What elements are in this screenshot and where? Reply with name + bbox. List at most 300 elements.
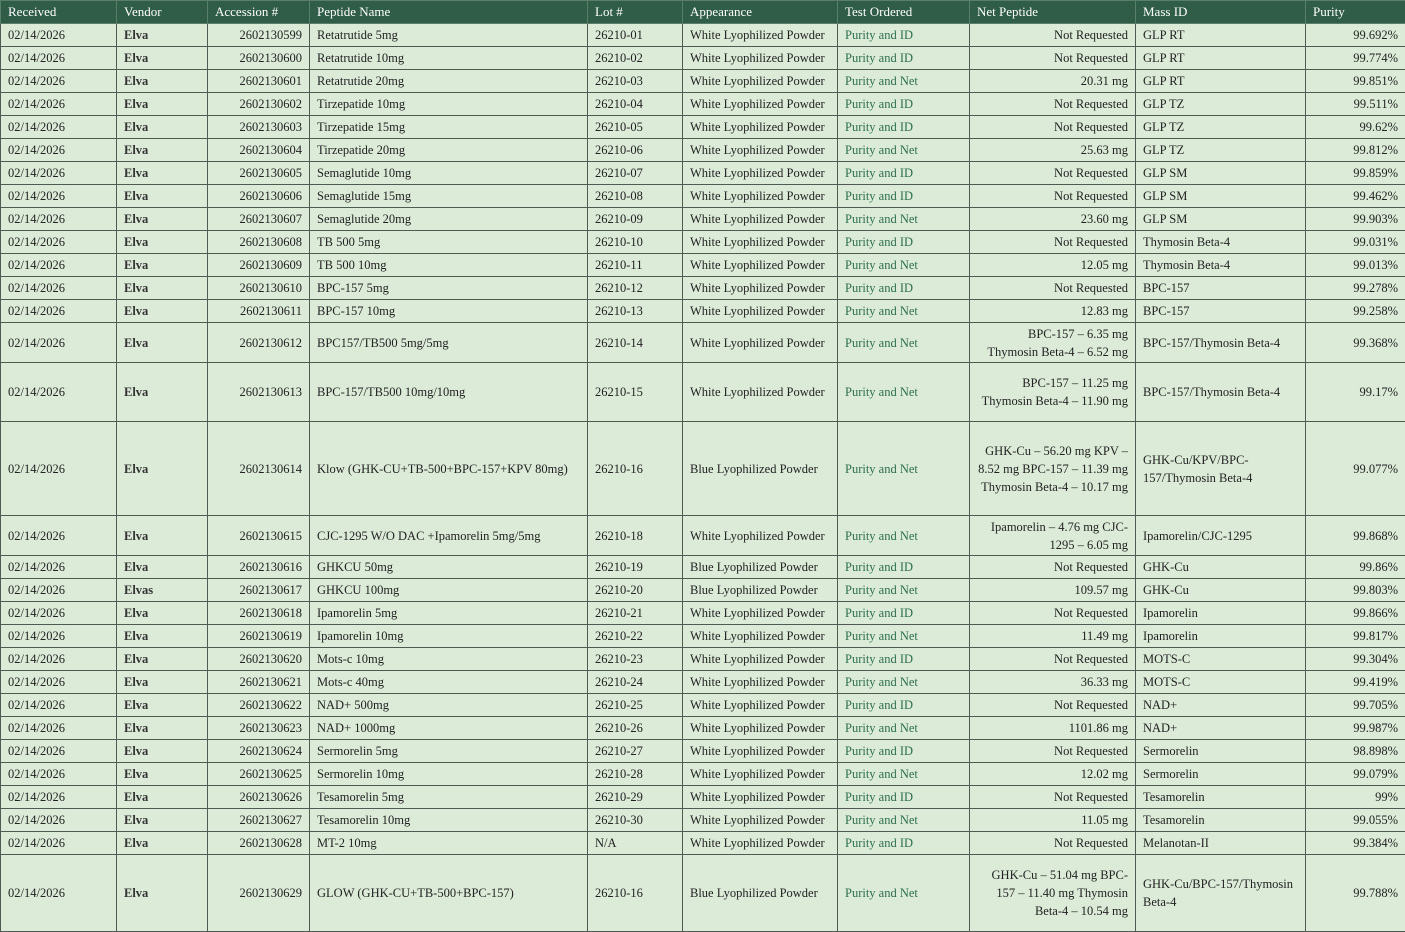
- cell-vendor: Elva: [117, 625, 208, 648]
- cell-peptide-name: BPC-157 10mg: [310, 300, 588, 323]
- table-row[interactable]: [1, 422, 1405, 516]
- cell-lot: 26210-02: [588, 47, 683, 70]
- col-header-test-ordered[interactable]: Test Ordered: [838, 1, 970, 24]
- cell-appearance: White Lyophilized Powder: [683, 717, 838, 740]
- cell-vendor: Elva: [117, 740, 208, 763]
- cell-received: 02/14/2026: [1, 422, 117, 516]
- cell-mass-id: Sermorelin: [1136, 740, 1306, 763]
- col-header-net-peptide[interactable]: Net Peptide: [970, 1, 1136, 24]
- cell-accession: 2602130615: [208, 516, 310, 556]
- cell-net-peptide: Not Requested: [970, 185, 1136, 208]
- table-row[interactable]: [1, 694, 1405, 717]
- cell-vendor: Elva: [117, 809, 208, 832]
- table-row[interactable]: [1, 671, 1405, 694]
- cell-received: 02/14/2026: [1, 786, 117, 809]
- cell-net-peptide: Not Requested: [970, 602, 1136, 625]
- cell-test-ordered: Purity and Net: [838, 809, 970, 832]
- cell-appearance: White Lyophilized Powder: [683, 300, 838, 323]
- cell-peptide-name: Tirzepatide 20mg: [310, 139, 588, 162]
- cell-accession: 2602130604: [208, 139, 310, 162]
- cell-received: 02/14/2026: [1, 185, 117, 208]
- cell-lot: N/A: [588, 832, 683, 855]
- table-row[interactable]: [1, 602, 1405, 625]
- cell-accession: 2602130606: [208, 185, 310, 208]
- cell-vendor: Elva: [117, 93, 208, 116]
- cell-test-ordered: Purity and Net: [838, 323, 970, 363]
- cell-vendor: Elva: [117, 763, 208, 786]
- cell-peptide-name: Ipamorelin 5mg: [310, 602, 588, 625]
- cell-peptide-name: BPC-157 5mg: [310, 277, 588, 300]
- cell-accession: 2602130617: [208, 579, 310, 602]
- cell-mass-id: MOTS-C: [1136, 648, 1306, 671]
- cell-received: 02/14/2026: [1, 323, 117, 363]
- cell-purity: 99.86%: [1306, 556, 1405, 579]
- cell-lot: 26210-23: [588, 648, 683, 671]
- cell-test-ordered: Purity and Net: [838, 363, 970, 422]
- cell-received: 02/14/2026: [1, 556, 117, 579]
- cell-peptide-name: BPC157/TB500 5mg/5mg: [310, 323, 588, 363]
- cell-appearance: White Lyophilized Powder: [683, 648, 838, 671]
- cell-test-ordered: Purity and Net: [838, 763, 970, 786]
- cell-purity: 99.866%: [1306, 602, 1405, 625]
- cell-accession: 2602130609: [208, 254, 310, 277]
- cell-accession: 2602130623: [208, 717, 310, 740]
- table-row[interactable]: [1, 185, 1405, 208]
- cell-peptide-name: TB 500 5mg: [310, 231, 588, 254]
- cell-net-peptide: Not Requested: [970, 162, 1136, 185]
- cell-purity: 99.368%: [1306, 323, 1405, 363]
- cell-received: 02/14/2026: [1, 47, 117, 70]
- cell-lot: 26210-20: [588, 579, 683, 602]
- cell-vendor: Elva: [117, 116, 208, 139]
- cell-net-peptide: 11.49 mg: [970, 625, 1136, 648]
- cell-mass-id: GHK-Cu: [1136, 556, 1306, 579]
- table-row[interactable]: [1, 300, 1405, 323]
- cell-test-ordered: Purity and Net: [838, 300, 970, 323]
- cell-mass-id: Thymosin Beta-4: [1136, 231, 1306, 254]
- cell-appearance: White Lyophilized Powder: [683, 47, 838, 70]
- cell-test-ordered: Purity and ID: [838, 602, 970, 625]
- cell-appearance: White Lyophilized Powder: [683, 786, 838, 809]
- cell-peptide-name: Sermorelin 5mg: [310, 740, 588, 763]
- cell-appearance: White Lyophilized Powder: [683, 516, 838, 556]
- cell-test-ordered: Purity and ID: [838, 648, 970, 671]
- cell-lot: 26210-29: [588, 786, 683, 809]
- cell-vendor: Elva: [117, 694, 208, 717]
- cell-mass-id: GLP RT: [1136, 47, 1306, 70]
- table-row[interactable]: [1, 277, 1405, 300]
- cell-vendor: Elva: [117, 277, 208, 300]
- cell-mass-id: GLP RT: [1136, 70, 1306, 93]
- cell-mass-id: GLP SM: [1136, 208, 1306, 231]
- cell-peptide-name: Retatrutide 5mg: [310, 24, 588, 47]
- cell-peptide-name: Mots-c 40mg: [310, 671, 588, 694]
- cell-accession: 2602130612: [208, 323, 310, 363]
- table-row[interactable]: [1, 648, 1405, 671]
- cell-received: 02/14/2026: [1, 139, 117, 162]
- cell-test-ordered: Purity and ID: [838, 162, 970, 185]
- cell-appearance: White Lyophilized Powder: [683, 671, 838, 694]
- table-row[interactable]: [1, 116, 1405, 139]
- cell-peptide-name: GHKCU 100mg: [310, 579, 588, 602]
- cell-mass-id: GHK-Cu/BPC-157/Thymosin Beta-4: [1136, 855, 1306, 932]
- cell-accession: 2602130599: [208, 24, 310, 47]
- cell-purity: 99.384%: [1306, 832, 1405, 855]
- cell-vendor: Elva: [117, 786, 208, 809]
- cell-purity: 99%: [1306, 786, 1405, 809]
- cell-purity: 99.788%: [1306, 855, 1405, 932]
- cell-appearance: White Lyophilized Powder: [683, 162, 838, 185]
- cell-appearance: White Lyophilized Powder: [683, 363, 838, 422]
- cell-appearance: White Lyophilized Powder: [683, 323, 838, 363]
- table-row[interactable]: [1, 93, 1405, 116]
- cell-lot: 26210-12: [588, 277, 683, 300]
- table-row[interactable]: [1, 47, 1405, 70]
- cell-mass-id: BPC-157/Thymosin Beta-4: [1136, 363, 1306, 422]
- cell-mass-id: Sermorelin: [1136, 763, 1306, 786]
- cell-mass-id: NAD+: [1136, 694, 1306, 717]
- cell-mass-id: Melanotan-II: [1136, 832, 1306, 855]
- cell-vendor: Elva: [117, 717, 208, 740]
- cell-vendor: Elva: [117, 24, 208, 47]
- cell-purity: 99.278%: [1306, 277, 1405, 300]
- cell-appearance: White Lyophilized Powder: [683, 139, 838, 162]
- cell-net-peptide: Not Requested: [970, 694, 1136, 717]
- table-row[interactable]: [1, 832, 1405, 855]
- cell-mass-id: BPC-157: [1136, 300, 1306, 323]
- cell-lot: 26210-04: [588, 93, 683, 116]
- cell-net-peptide: Not Requested: [970, 93, 1136, 116]
- cell-net-peptide: Not Requested: [970, 786, 1136, 809]
- cell-purity: 99.258%: [1306, 300, 1405, 323]
- col-header-vendor[interactable]: Vendor: [117, 1, 208, 24]
- cell-accession: 2602130625: [208, 763, 310, 786]
- cell-accession: 2602130627: [208, 809, 310, 832]
- table-row[interactable]: [1, 208, 1405, 231]
- cell-accession: 2602130626: [208, 786, 310, 809]
- cell-appearance: White Lyophilized Powder: [683, 694, 838, 717]
- cell-purity: 99.17%: [1306, 363, 1405, 422]
- cell-received: 02/14/2026: [1, 93, 117, 116]
- col-header-lot[interactable]: Lot #: [588, 1, 683, 24]
- cell-test-ordered: Purity and ID: [838, 277, 970, 300]
- cell-accession: 2602130608: [208, 231, 310, 254]
- cell-test-ordered: Purity and ID: [838, 93, 970, 116]
- col-header-accession[interactable]: Accession #: [208, 1, 310, 24]
- cell-accession: 2602130611: [208, 300, 310, 323]
- cell-accession: 2602130620: [208, 648, 310, 671]
- cell-accession: 2602130600: [208, 47, 310, 70]
- cell-lot: 26210-14: [588, 323, 683, 363]
- cell-test-ordered: Purity and Net: [838, 625, 970, 648]
- cell-test-ordered: Purity and Net: [838, 579, 970, 602]
- table-row[interactable]: [1, 809, 1405, 832]
- cell-purity: 99.462%: [1306, 185, 1405, 208]
- cell-net-peptide: 36.33 mg: [970, 671, 1136, 694]
- cell-test-ordered: Purity and ID: [838, 116, 970, 139]
- table-row[interactable]: [1, 162, 1405, 185]
- cell-appearance: Blue Lyophilized Powder: [683, 579, 838, 602]
- cell-mass-id: BPC-157/Thymosin Beta-4: [1136, 323, 1306, 363]
- cell-accession: 2602130614: [208, 422, 310, 516]
- cell-net-peptide: Not Requested: [970, 47, 1136, 70]
- cell-lot: 26210-05: [588, 116, 683, 139]
- cell-received: 02/14/2026: [1, 277, 117, 300]
- cell-net-peptide: BPC-157 – 11.25 mg Thymosin Beta-4 – 11.90 mg: [970, 363, 1136, 422]
- cell-lot: 26210-01: [588, 24, 683, 47]
- table-row[interactable]: [1, 323, 1405, 363]
- cell-lot: 26210-22: [588, 625, 683, 648]
- cell-vendor: Elva: [117, 185, 208, 208]
- table-row[interactable]: [1, 579, 1405, 602]
- cell-lot: 26210-21: [588, 602, 683, 625]
- col-header-appearance[interactable]: Appearance: [683, 1, 838, 24]
- table-row[interactable]: [1, 254, 1405, 277]
- table-row[interactable]: [1, 139, 1405, 162]
- cell-appearance: Blue Lyophilized Powder: [683, 855, 838, 932]
- cell-net-peptide: GHK-Cu – 51.04 mg BPC-157 – 11.40 mg Thymosin Beta-4 – 10.54 mg: [970, 855, 1136, 932]
- cell-mass-id: Tesamorelin: [1136, 809, 1306, 832]
- table-row[interactable]: [1, 556, 1405, 579]
- cell-net-peptide: 12.83 mg: [970, 300, 1136, 323]
- cell-purity: 99.511%: [1306, 93, 1405, 116]
- cell-mass-id: GLP TZ: [1136, 116, 1306, 139]
- cell-accession: 2602130619: [208, 625, 310, 648]
- cell-peptide-name: Tirzepatide 15mg: [310, 116, 588, 139]
- cell-vendor: Elva: [117, 139, 208, 162]
- cell-net-peptide: Not Requested: [970, 277, 1136, 300]
- cell-mass-id: Ipamorelin/CJC-1295: [1136, 516, 1306, 556]
- cell-lot: 26210-15: [588, 363, 683, 422]
- cell-appearance: White Lyophilized Powder: [683, 277, 838, 300]
- cell-net-peptide: Not Requested: [970, 740, 1136, 763]
- cell-test-ordered: Purity and ID: [838, 185, 970, 208]
- table-row[interactable]: [1, 786, 1405, 809]
- cell-test-ordered: Purity and Net: [838, 208, 970, 231]
- cell-accession: 2602130628: [208, 832, 310, 855]
- cell-vendor: Elva: [117, 602, 208, 625]
- cell-accession: 2602130616: [208, 556, 310, 579]
- cell-peptide-name: BPC-157/TB500 10mg/10mg: [310, 363, 588, 422]
- cell-appearance: Blue Lyophilized Powder: [683, 556, 838, 579]
- cell-vendor: Elva: [117, 363, 208, 422]
- cell-net-peptide: GHK-Cu – 56.20 mg KPV – 8.52 mg BPC-157 – 11.39 mg Thymosin Beta-4 – 10.17 mg: [970, 422, 1136, 516]
- cell-net-peptide: Not Requested: [970, 231, 1136, 254]
- col-header-peptide-name[interactable]: Peptide Name: [310, 1, 588, 24]
- cell-received: 02/14/2026: [1, 254, 117, 277]
- cell-lot: 26210-11: [588, 254, 683, 277]
- cell-appearance: White Lyophilized Powder: [683, 93, 838, 116]
- cell-net-peptide: Not Requested: [970, 116, 1136, 139]
- cell-purity: 98.898%: [1306, 740, 1405, 763]
- cell-lot: 26210-24: [588, 671, 683, 694]
- cell-lot: 26210-25: [588, 694, 683, 717]
- cell-appearance: White Lyophilized Powder: [683, 231, 838, 254]
- cell-mass-id: GHK-Cu: [1136, 579, 1306, 602]
- cell-received: 02/14/2026: [1, 648, 117, 671]
- cell-peptide-name: NAD+ 500mg: [310, 694, 588, 717]
- cell-purity: 99.705%: [1306, 694, 1405, 717]
- cell-test-ordered: Purity and Net: [838, 516, 970, 556]
- cell-appearance: White Lyophilized Powder: [683, 70, 838, 93]
- cell-accession: 2602130618: [208, 602, 310, 625]
- cell-net-peptide: Not Requested: [970, 556, 1136, 579]
- cell-peptide-name: Semaglutide 15mg: [310, 185, 588, 208]
- cell-received: 02/14/2026: [1, 162, 117, 185]
- cell-received: 02/14/2026: [1, 671, 117, 694]
- cell-net-peptide: Not Requested: [970, 24, 1136, 47]
- cell-purity: 99.987%: [1306, 717, 1405, 740]
- cell-lot: 26210-07: [588, 162, 683, 185]
- table-row[interactable]: [1, 717, 1405, 740]
- cell-accession: 2602130607: [208, 208, 310, 231]
- cell-purity: 99.851%: [1306, 70, 1405, 93]
- cell-test-ordered: Purity and Net: [838, 254, 970, 277]
- cell-lot: 26210-13: [588, 300, 683, 323]
- cell-received: 02/14/2026: [1, 579, 117, 602]
- cell-purity: 99.803%: [1306, 579, 1405, 602]
- cell-appearance: White Lyophilized Powder: [683, 832, 838, 855]
- cell-test-ordered: Purity and Net: [838, 422, 970, 516]
- cell-peptide-name: Retatrutide 20mg: [310, 70, 588, 93]
- cell-peptide-name: GLOW (GHK-CU+TB-500+BPC-157): [310, 855, 588, 932]
- cell-net-peptide: 20.31 mg: [970, 70, 1136, 93]
- cell-purity: 99.817%: [1306, 625, 1405, 648]
- cell-net-peptide: BPC-157 – 6.35 mg Thymosin Beta-4 – 6.52 mg: [970, 323, 1136, 363]
- cell-received: 02/14/2026: [1, 809, 117, 832]
- cell-test-ordered: Purity and ID: [838, 47, 970, 70]
- cell-mass-id: GHK-Cu/KPV/BPC-157/Thymosin Beta-4: [1136, 422, 1306, 516]
- cell-vendor: Elva: [117, 855, 208, 932]
- cell-received: 02/14/2026: [1, 516, 117, 556]
- cell-purity: 99.079%: [1306, 763, 1405, 786]
- cell-peptide-name: Klow (GHK-CU+TB-500+BPC-157+KPV 80mg): [310, 422, 588, 516]
- cell-received: 02/14/2026: [1, 24, 117, 47]
- cell-net-peptide: 11.05 mg: [970, 809, 1136, 832]
- cell-peptide-name: GHKCU 50mg: [310, 556, 588, 579]
- col-header-received[interactable]: Received: [1, 1, 117, 24]
- cell-mass-id: GLP SM: [1136, 162, 1306, 185]
- cell-vendor: Elva: [117, 47, 208, 70]
- cell-peptide-name: Semaglutide 20mg: [310, 208, 588, 231]
- cell-mass-id: MOTS-C: [1136, 671, 1306, 694]
- cell-accession: 2602130621: [208, 671, 310, 694]
- table-row[interactable]: [1, 763, 1405, 786]
- cell-purity: 99.077%: [1306, 422, 1405, 516]
- cell-appearance: White Lyophilized Powder: [683, 809, 838, 832]
- cell-test-ordered: Purity and ID: [838, 231, 970, 254]
- cell-mass-id: GLP RT: [1136, 24, 1306, 47]
- cell-peptide-name: MT-2 10mg: [310, 832, 588, 855]
- cell-vendor: Elva: [117, 300, 208, 323]
- cell-received: 02/14/2026: [1, 717, 117, 740]
- cell-accession: 2602130610: [208, 277, 310, 300]
- table-row[interactable]: [1, 625, 1405, 648]
- cell-net-peptide: 109.57 mg: [970, 579, 1136, 602]
- col-header-mass-id[interactable]: Mass ID: [1136, 1, 1306, 24]
- cell-mass-id: GLP TZ: [1136, 93, 1306, 116]
- cell-received: 02/14/2026: [1, 832, 117, 855]
- cell-peptide-name: NAD+ 1000mg: [310, 717, 588, 740]
- cell-peptide-name: Tesamorelin 10mg: [310, 809, 588, 832]
- cell-purity: 99.013%: [1306, 254, 1405, 277]
- cell-purity: 99.304%: [1306, 648, 1405, 671]
- cell-test-ordered: Purity and ID: [838, 694, 970, 717]
- cell-received: 02/14/2026: [1, 208, 117, 231]
- cell-mass-id: Tesamorelin: [1136, 786, 1306, 809]
- header-row: [1, 1, 1405, 24]
- table-row[interactable]: [1, 855, 1405, 932]
- cell-vendor: Elva: [117, 323, 208, 363]
- cell-appearance: White Lyophilized Powder: [683, 24, 838, 47]
- cell-received: 02/14/2026: [1, 231, 117, 254]
- cell-accession: 2602130602: [208, 93, 310, 116]
- cell-appearance: White Lyophilized Powder: [683, 740, 838, 763]
- cell-lot: 26210-19: [588, 556, 683, 579]
- cell-vendor: Elva: [117, 254, 208, 277]
- cell-purity: 99.419%: [1306, 671, 1405, 694]
- cell-appearance: White Lyophilized Powder: [683, 625, 838, 648]
- table-row[interactable]: [1, 70, 1405, 93]
- cell-purity: 99.692%: [1306, 24, 1405, 47]
- cell-peptide-name: Tesamorelin 5mg: [310, 786, 588, 809]
- cell-test-ordered: Purity and ID: [838, 832, 970, 855]
- cell-received: 02/14/2026: [1, 740, 117, 763]
- cell-received: 02/14/2026: [1, 694, 117, 717]
- cell-vendor: Elva: [117, 648, 208, 671]
- cell-appearance: White Lyophilized Powder: [683, 208, 838, 231]
- table-row[interactable]: [1, 516, 1405, 556]
- table-row[interactable]: [1, 24, 1405, 47]
- cell-accession: 2602130605: [208, 162, 310, 185]
- cell-vendor: Elva: [117, 832, 208, 855]
- cell-test-ordered: Purity and Net: [838, 139, 970, 162]
- cell-mass-id: BPC-157: [1136, 277, 1306, 300]
- table-row[interactable]: [1, 231, 1405, 254]
- cell-purity: 99.055%: [1306, 809, 1405, 832]
- cell-purity: 99.859%: [1306, 162, 1405, 185]
- cell-mass-id: NAD+: [1136, 717, 1306, 740]
- cell-received: 02/14/2026: [1, 116, 117, 139]
- cell-appearance: White Lyophilized Powder: [683, 116, 838, 139]
- cell-purity: 99.868%: [1306, 516, 1405, 556]
- table-row[interactable]: [1, 740, 1405, 763]
- cell-appearance: White Lyophilized Powder: [683, 763, 838, 786]
- cell-purity: 99.62%: [1306, 116, 1405, 139]
- cell-net-peptide: 23.60 mg: [970, 208, 1136, 231]
- cell-vendor: Elva: [117, 516, 208, 556]
- cell-lot: 26210-10: [588, 231, 683, 254]
- cell-purity: 99.774%: [1306, 47, 1405, 70]
- cell-vendor: Elvas: [117, 579, 208, 602]
- cell-test-ordered: Purity and Net: [838, 717, 970, 740]
- cell-test-ordered: Purity and ID: [838, 24, 970, 47]
- cell-lot: 26210-28: [588, 763, 683, 786]
- cell-lot: 26210-03: [588, 70, 683, 93]
- cell-test-ordered: Purity and Net: [838, 70, 970, 93]
- cell-vendor: Elva: [117, 422, 208, 516]
- cell-test-ordered: Purity and ID: [838, 786, 970, 809]
- cell-appearance: Blue Lyophilized Powder: [683, 422, 838, 516]
- cell-peptide-name: Ipamorelin 10mg: [310, 625, 588, 648]
- col-header-purity[interactable]: Purity: [1306, 1, 1405, 24]
- cell-purity: 99.031%: [1306, 231, 1405, 254]
- cell-lot: 26210-30: [588, 809, 683, 832]
- cell-peptide-name: CJC-1295 W/O DAC +Ipamorelin 5mg/5mg: [310, 516, 588, 556]
- table-row[interactable]: [1, 363, 1405, 422]
- cell-peptide-name: TB 500 10mg: [310, 254, 588, 277]
- cell-net-peptide: Ipamorelin – 4.76 mg CJC-1295 – 6.05 mg: [970, 516, 1136, 556]
